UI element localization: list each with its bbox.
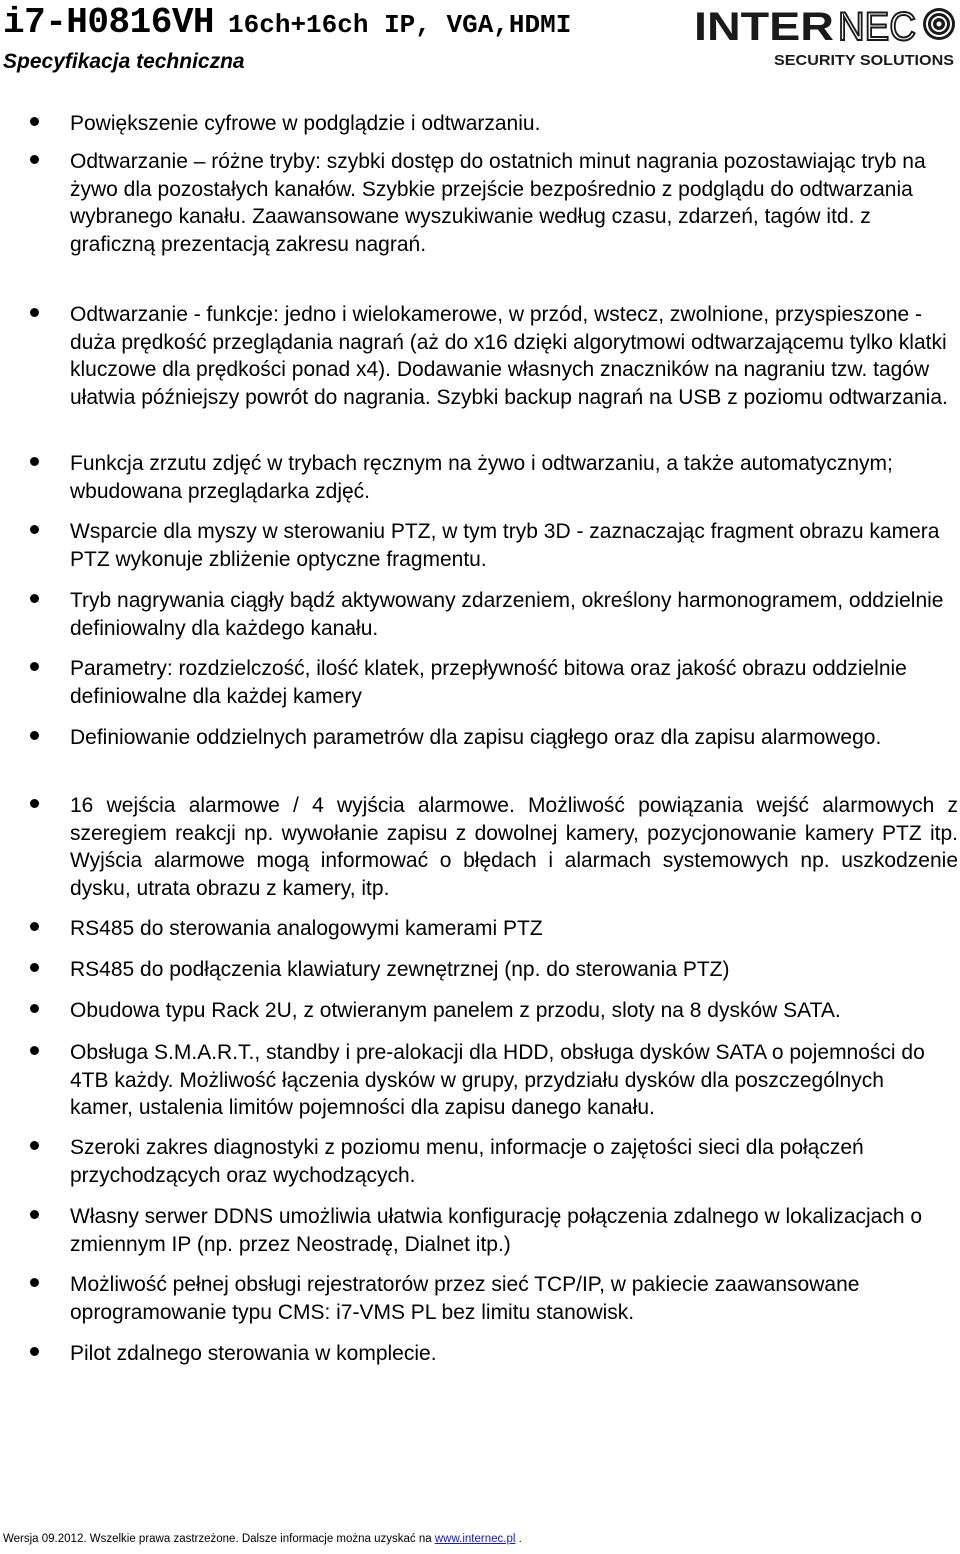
model-channels: 16ch+16ch IP, VGA,HDMI (228, 10, 572, 40)
document-subtitle: Specyfikacja techniczna (3, 50, 245, 73)
bullet-icon (30, 963, 39, 972)
logo-brand-left: INTER (694, 5, 835, 49)
footer-text: Wersja 09.2012. Wszelkie prawa zastrzeżone. Dalsze informacje można uzyskać na (3, 1533, 435, 1545)
internec-logo (690, 2, 958, 72)
website-link[interactable]: www.internec.pl (434, 1533, 516, 1545)
logo-tagline: SECURITY SOLUTIONS (774, 52, 954, 69)
bullet-icon (30, 1004, 39, 1013)
bullet-icon (30, 308, 39, 317)
page-footer (3, 1533, 522, 1545)
bullet-icon (30, 1046, 39, 1055)
bullet-icon (30, 922, 39, 931)
footer-suffix: . (515, 1533, 522, 1545)
spiral-emblem-icon (923, 8, 955, 40)
bullet-icon (30, 1278, 39, 1287)
product-model (3, 2, 571, 43)
bullet-icon (30, 1141, 39, 1150)
bullet-icon (30, 155, 39, 164)
model-code: i7-H0816VH (3, 2, 215, 43)
bullet-icon (30, 799, 39, 808)
bullet-icon (30, 731, 39, 740)
bullet-icon (30, 1347, 39, 1356)
bullet-icon (30, 117, 39, 126)
bullet-icon (30, 594, 39, 603)
bullet-icon (30, 662, 39, 671)
bullet-icon (30, 525, 39, 534)
page-header (0, 0, 960, 80)
logo-brand-right: NEC (838, 5, 916, 49)
bullet-icon (30, 457, 39, 466)
bullet-icon (30, 1210, 39, 1219)
